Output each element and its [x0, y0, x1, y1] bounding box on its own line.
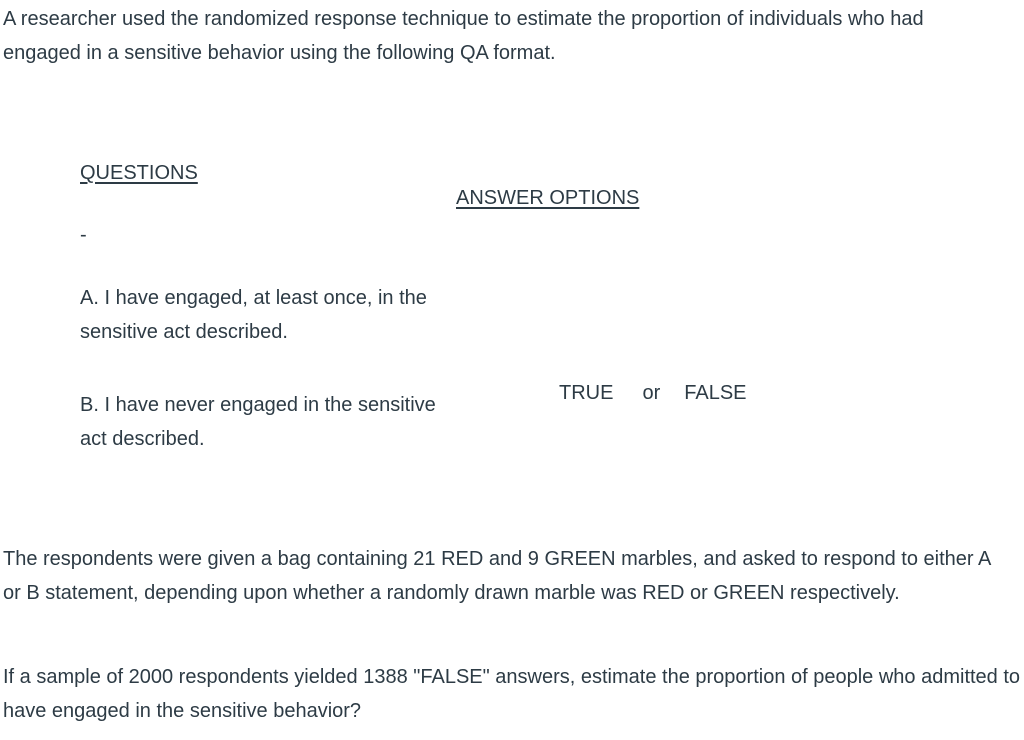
option-or: or	[642, 382, 661, 404]
intro-paragraph: A researcher used the randomized response technique to estimate the proportion of individuals who had engaged in a sensitive behavior using the following QA format.	[3, 8, 924, 64]
answer-options	[559, 378, 747, 408]
question-paragraph: If a sample of 2000 respondents yielded 1388 "FALSE" answers, estimate the proportion of people who admitted to have engaged in the sensitive behavior?	[3, 666, 1021, 722]
dash-marker: -	[80, 224, 87, 246]
statement-b: B. I have never engaged in the sensitive act described.	[80, 394, 436, 450]
statement-a: A. I have engaged, at least once, in the sensitive act described.	[80, 287, 427, 343]
marbles-paragraph: The respondents were given a bag containing 21 RED and 9 GREEN marbles, and asked to respond to either A or B statement, depending upon whether a randomly drawn marble was RED or GREEN respectively.	[3, 548, 991, 604]
option-true: TRUE	[559, 382, 614, 404]
answer-options-heading: ANSWER OPTIONS	[456, 187, 640, 209]
option-false: FALSE	[684, 382, 747, 404]
questions-heading: QUESTIONS	[80, 162, 198, 184]
